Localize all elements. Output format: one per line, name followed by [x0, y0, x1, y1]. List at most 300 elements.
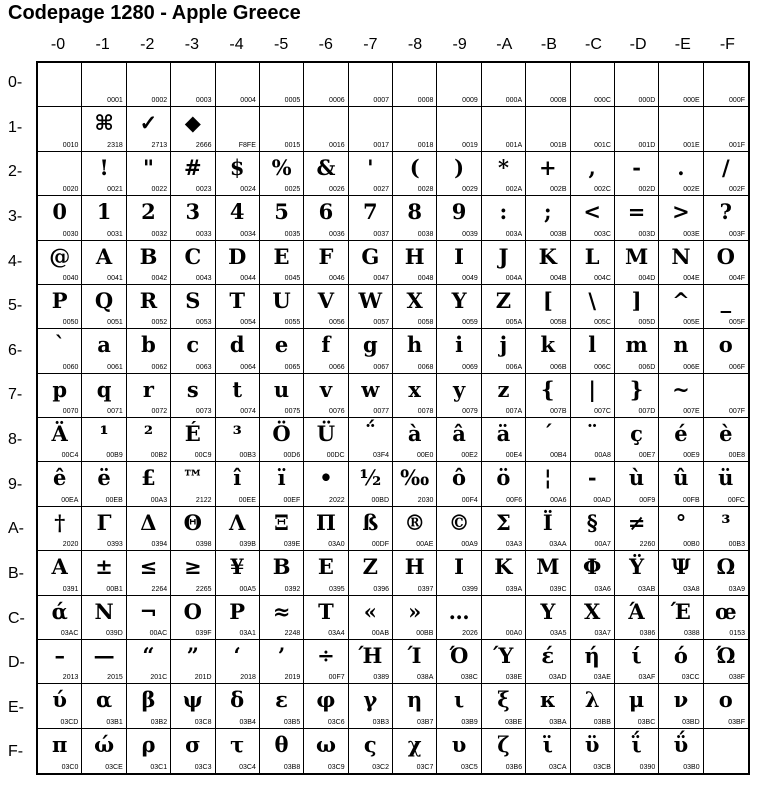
character-glyph: E [273, 243, 290, 269]
unicode-code: 0047 [373, 274, 389, 282]
character-glyph: Τ [318, 598, 334, 624]
codepage-cell [437, 241, 481, 285]
character-glyph: f [321, 332, 331, 358]
unicode-code: 001B [550, 141, 567, 149]
unicode-code: 003E [683, 230, 700, 238]
codepage-cell [349, 285, 393, 329]
codepage-cell [526, 196, 570, 240]
character-glyph: 9 [451, 199, 467, 225]
unicode-code: 03B9 [461, 718, 478, 726]
codepage-cell [82, 684, 126, 728]
codepage-cell [216, 374, 260, 418]
unicode-code: 0062 [151, 363, 168, 371]
codepage-cell [526, 684, 570, 728]
codepage-cell [171, 196, 215, 240]
codepage-cell [704, 462, 748, 506]
codepage-cell [615, 729, 659, 773]
character-glyph: , [588, 154, 596, 180]
codepage-cell [571, 640, 615, 684]
codepage-cell [216, 63, 260, 107]
unicode-code: 00AB [371, 629, 389, 637]
character-glyph: œ [715, 598, 737, 624]
character-glyph: O [716, 243, 735, 269]
codepage-cell [304, 285, 348, 329]
unicode-code: 00F9 [639, 496, 656, 504]
unicode-code: 004B [550, 274, 567, 282]
codepage-cell [216, 462, 260, 506]
codepage-cell [393, 684, 437, 728]
unicode-code: 006B [550, 363, 567, 371]
unicode-code: 0042 [151, 274, 168, 282]
codepage-cell [659, 462, 703, 506]
codepage-cell [659, 418, 703, 462]
codepage-cell [82, 329, 126, 373]
unicode-code: 00A9 [461, 541, 478, 549]
character-glyph: t [232, 376, 243, 402]
column-header: -9 [452, 36, 467, 53]
character-glyph: ‘ [233, 642, 241, 668]
unicode-code: 00AE [416, 541, 434, 549]
codepage-cell [437, 329, 481, 373]
unicode-code: 002E [683, 186, 700, 194]
unicode-code: 03C2 [372, 764, 389, 771]
character-glyph: y [452, 376, 466, 402]
character-glyph: Ε [317, 554, 334, 580]
unicode-code: 0074 [240, 408, 256, 415]
unicode-code: 0030 [62, 230, 79, 238]
character-glyph: ) [454, 154, 465, 180]
codepage-cell [704, 596, 748, 640]
unicode-code: 2713 [151, 141, 168, 149]
character-glyph: / [721, 154, 730, 180]
unicode-code: 2265 [195, 585, 212, 593]
codepage-cell [659, 241, 703, 285]
column-header: -D [629, 36, 647, 53]
unicode-code: 201D [194, 674, 212, 682]
row-header: C- [8, 609, 25, 627]
unicode-code: 0397 [417, 585, 434, 593]
codepage-cell [615, 551, 659, 595]
unicode-code: 2015 [107, 674, 123, 682]
column-header: -6 [318, 36, 333, 53]
row-header: 4- [8, 252, 23, 270]
codepage-cell [659, 107, 703, 151]
character-glyph: υ [451, 731, 467, 757]
codepage-cell [216, 329, 260, 373]
codepage-cell [615, 462, 659, 506]
unicode-code: 001F [729, 141, 745, 149]
unicode-code: 0036 [329, 230, 345, 238]
character-glyph: [ [542, 287, 553, 313]
character-glyph: 6 [318, 199, 334, 225]
unicode-code: 004F [729, 274, 745, 282]
unicode-code: 0050 [62, 319, 79, 327]
codepage-cell [482, 63, 526, 107]
unicode-code: 03AA [549, 541, 567, 549]
character-glyph: ϊ [542, 731, 553, 757]
character-glyph: 3 [185, 199, 201, 225]
unicode-code: 0020 [62, 186, 79, 194]
unicode-code: 0073 [195, 408, 212, 415]
codepage-cell [127, 329, 171, 373]
codepage-cell [437, 63, 481, 107]
codepage-cell [260, 63, 304, 107]
character-glyph: Ä [51, 421, 68, 446]
codepage-cell [349, 596, 393, 640]
codepage-cell [38, 107, 82, 151]
unicode-code: 0052 [151, 319, 168, 327]
unicode-code: 00B3 [239, 452, 256, 460]
codepage-cell [38, 551, 82, 595]
codepage-cell [571, 374, 615, 418]
unicode-code: 2013 [62, 674, 79, 682]
unicode-code: 0389 [373, 674, 389, 682]
codepage-cell [82, 374, 126, 418]
codepage-cell [704, 285, 748, 329]
unicode-code: 004A [505, 274, 523, 282]
character-glyph: λ [584, 687, 600, 713]
unicode-code: 039C [549, 585, 567, 593]
character-glyph: ’ [277, 642, 286, 668]
unicode-code: 005F [729, 319, 745, 327]
character-glyph: l [588, 332, 597, 358]
unicode-code: 039E [283, 541, 301, 549]
unicode-code: 0010 [62, 141, 79, 149]
codepage-cell [482, 596, 526, 640]
unicode-code: 03AB [638, 585, 656, 593]
row-header: E- [8, 698, 24, 716]
unicode-code: 0037 [373, 230, 389, 238]
character-glyph: Ώ [716, 642, 736, 668]
codepage-cell [526, 241, 570, 285]
character-glyph: ≠ [627, 509, 646, 535]
codepage-cell [482, 196, 526, 240]
character-glyph: ◆ [184, 110, 201, 136]
codepage-cell [260, 107, 304, 151]
unicode-code: 0008 [417, 97, 434, 105]
character-glyph: " [142, 154, 154, 180]
codepage-cell [304, 374, 348, 418]
character-glyph: _ [720, 287, 732, 313]
codepage-cell [349, 63, 393, 107]
unicode-code: 0071 [107, 408, 123, 415]
character-glyph: Λ [229, 509, 246, 535]
codepage-cell [704, 418, 748, 462]
unicode-code: 2018 [240, 674, 256, 682]
codepage-cell [437, 462, 481, 506]
unicode-code: 03CD [60, 718, 79, 726]
codepage-cell [437, 596, 481, 640]
unicode-code: 00DF [371, 541, 389, 549]
character-glyph: Ό [449, 642, 469, 668]
codepage-cell [304, 63, 348, 107]
character-glyph: T [229, 287, 245, 313]
character-glyph: ≤ [139, 554, 158, 580]
codepage-cell [171, 596, 215, 640]
unicode-code: 006D [638, 363, 656, 371]
unicode-code: 0009 [462, 97, 478, 105]
unicode-code: 0058 [417, 319, 434, 327]
character-glyph: u [273, 376, 290, 402]
codepage-cell [38, 684, 82, 728]
codepage-cell [216, 418, 260, 462]
unicode-code: 00A6 [550, 496, 567, 504]
codepage-cell [571, 551, 615, 595]
codepage-cell [216, 107, 260, 151]
codepage-cell [82, 107, 126, 151]
character-glyph: J [498, 243, 509, 269]
unicode-code: 0005 [284, 97, 301, 105]
unicode-code: 00B3 [728, 541, 745, 549]
unicode-code: 0031 [107, 230, 123, 238]
codepage-cell [571, 241, 615, 285]
character-glyph: i [455, 332, 464, 358]
codepage-cell [571, 418, 615, 462]
codepage-cell [704, 729, 748, 773]
character-glyph: ¨ [586, 421, 598, 446]
character-glyph: ύ [52, 687, 67, 713]
unicode-code: 003B [550, 230, 567, 238]
character-glyph: ö [496, 465, 511, 491]
codepage-cell [704, 196, 748, 240]
unicode-code: 03A0 [328, 541, 345, 549]
codepage-cell [260, 196, 304, 240]
codepage-cell [526, 596, 570, 640]
unicode-code: 00E8 [728, 452, 745, 460]
codepage-cell [349, 551, 393, 595]
unicode-code: 004E [683, 274, 700, 282]
unicode-code: 007E [683, 408, 700, 415]
character-glyph: Ω [716, 554, 736, 580]
codepage-cell [82, 241, 126, 285]
unicode-code: 0044 [240, 274, 256, 282]
unicode-code: 0398 [195, 541, 212, 549]
column-header: -2 [140, 36, 155, 53]
character-glyph: F [318, 243, 334, 269]
codepage-cell [171, 285, 215, 329]
unicode-code: 03A5 [550, 629, 567, 637]
unicode-code: 0396 [373, 585, 389, 593]
character-glyph: ] [631, 287, 642, 313]
unicode-code: 0391 [62, 585, 79, 593]
column-header: -E [674, 36, 691, 53]
unicode-code: 03AE [593, 674, 611, 682]
character-glyph: ✓ [139, 110, 158, 136]
character-glyph: Ψ [671, 554, 691, 580]
character-glyph: ¦ [543, 465, 552, 491]
codepage-cell [571, 462, 615, 506]
character-glyph: + [539, 154, 557, 180]
character-glyph: ß [362, 509, 379, 535]
codepage-cell [659, 374, 703, 418]
character-glyph: v [319, 376, 333, 402]
character-glyph: Ν [94, 598, 114, 624]
unicode-code: 03C9 [327, 764, 345, 771]
codepage-cell [571, 63, 615, 107]
codepage-cell [171, 684, 215, 728]
unicode-code: 002A [505, 186, 523, 194]
character-glyph: $ [229, 154, 245, 180]
codepage-cell [659, 684, 703, 728]
codepage-cell [482, 684, 526, 728]
character-glyph: ε [275, 687, 288, 713]
unicode-code: 00FC [727, 496, 745, 504]
character-glyph: î [233, 465, 242, 491]
codepage-cell [482, 285, 526, 329]
character-glyph: ξ [497, 687, 510, 713]
character-glyph: ς [363, 731, 377, 757]
unicode-code: 00F7 [328, 674, 345, 682]
unicode-code: 00BD [371, 496, 389, 504]
unicode-code: 0064 [240, 363, 256, 371]
codepage-cell [38, 729, 82, 773]
codepage-cell [260, 551, 304, 595]
codepage-cell [704, 374, 748, 418]
character-glyph: } [629, 376, 644, 402]
unicode-code: 0153 [729, 629, 745, 637]
character-glyph: ô [452, 465, 467, 491]
codepage-cell [571, 596, 615, 640]
codepage-cell [216, 285, 260, 329]
codepage-cell [615, 285, 659, 329]
codepage-cell [38, 418, 82, 462]
column-header: -7 [363, 36, 378, 53]
codepage-cell [216, 729, 260, 773]
character-glyph: D [228, 243, 247, 269]
codepage-cell [704, 640, 748, 684]
unicode-code: 0041 [107, 274, 123, 282]
unicode-code: 004D [638, 274, 656, 282]
codepage-cell [127, 196, 171, 240]
unicode-code: 0002 [151, 97, 168, 105]
character-glyph: # [184, 154, 202, 180]
character-glyph: & [316, 154, 336, 180]
codepage-cell [38, 285, 82, 329]
unicode-code: 0069 [462, 363, 478, 371]
codepage-cell [526, 462, 570, 506]
unicode-code: 0023 [195, 186, 212, 194]
row-header: D- [8, 654, 25, 672]
codepage-cell [615, 507, 659, 551]
unicode-code: 03A1 [239, 629, 256, 637]
character-glyph: 7 [363, 199, 378, 225]
unicode-code: 006C [594, 363, 611, 371]
codepage-cell [304, 684, 348, 728]
unicode-code: 0017 [373, 141, 389, 149]
character-glyph: x [408, 376, 421, 402]
codepage-cell [437, 684, 481, 728]
character-glyph: à [407, 421, 422, 446]
character-glyph: A [95, 243, 113, 269]
unicode-code: 00EB [105, 496, 123, 504]
unicode-code: 0046 [329, 274, 345, 282]
codepage-cell [437, 152, 481, 196]
codepage-cell [171, 241, 215, 285]
unicode-code: 007D [638, 408, 656, 415]
character-glyph: 5 [274, 199, 289, 225]
unicode-code: 03CE [105, 764, 123, 771]
unicode-code: 038A [417, 674, 434, 682]
codepage-cell [482, 107, 526, 151]
unicode-code: 0395 [329, 585, 345, 593]
codepage-cell [304, 462, 348, 506]
unicode-code: 0029 [462, 186, 478, 194]
unicode-code: 000A [505, 97, 523, 105]
unicode-code: 0060 [62, 363, 79, 371]
codepage-cell [304, 152, 348, 196]
character-glyph: δ [230, 687, 245, 713]
character-glyph: ι [453, 687, 465, 713]
character-glyph: : [499, 199, 508, 225]
character-glyph: s [186, 376, 199, 402]
unicode-code: 0026 [329, 186, 345, 194]
character-glyph: ( [409, 154, 420, 180]
codepage-cell [216, 196, 260, 240]
character-glyph: ê [53, 465, 67, 491]
unicode-code: 03BB [593, 718, 611, 726]
codepage-cell [171, 107, 215, 151]
codepage-cell [659, 640, 703, 684]
character-glyph: Ϋ [629, 554, 645, 580]
codepage-cell [482, 640, 526, 684]
unicode-code: 00C9 [194, 452, 212, 460]
character-glyph: > [672, 199, 690, 225]
character-glyph: z [497, 376, 510, 402]
unicode-code: 0066 [329, 363, 345, 371]
unicode-code: 0388 [684, 629, 700, 637]
codepage-cell [615, 152, 659, 196]
codepage-cell [304, 551, 348, 595]
unicode-code: 2019 [284, 674, 301, 682]
codepage-cell [393, 374, 437, 418]
character-glyph: U [272, 287, 291, 313]
row-header: 8- [8, 431, 23, 448]
unicode-code: 00A3 [150, 496, 168, 504]
character-glyph: κ [539, 687, 556, 713]
unicode-code: 038F [729, 674, 745, 682]
codepage-cell [393, 329, 437, 373]
unicode-code: 03C8 [194, 718, 212, 726]
page-title: Codepage 1280 - Apple Greece [8, 2, 301, 24]
unicode-code: 03B6 [505, 764, 523, 771]
column-header: -0 [50, 36, 66, 53]
codepage-cell [304, 640, 348, 684]
unicode-code: 03B8 [283, 764, 301, 771]
character-glyph: ν [673, 687, 689, 713]
character-glyph: I [454, 243, 464, 269]
codepage-cell [704, 684, 748, 728]
codepage-cell [216, 684, 260, 728]
unicode-code: 03C4 [239, 764, 256, 771]
codepage-cell [349, 684, 393, 728]
unicode-code: 0079 [462, 408, 478, 415]
character-glyph: ϋ [584, 731, 600, 757]
character-glyph: Φ [583, 554, 602, 580]
codepage-cell [526, 729, 570, 773]
codepage-cell [437, 107, 481, 151]
character-glyph: ζ [497, 731, 510, 757]
unicode-code: 007C [594, 408, 611, 415]
unicode-code: 00EF [283, 496, 301, 504]
character-glyph: - [632, 154, 641, 180]
character-glyph: V [317, 287, 335, 313]
codepage-cell [216, 640, 260, 684]
codepage-cell [482, 329, 526, 373]
unicode-code: 039B [239, 541, 256, 549]
codepage-cell [127, 551, 171, 595]
unicode-code: 0075 [284, 408, 301, 415]
character-glyph: ΄ [542, 421, 554, 446]
